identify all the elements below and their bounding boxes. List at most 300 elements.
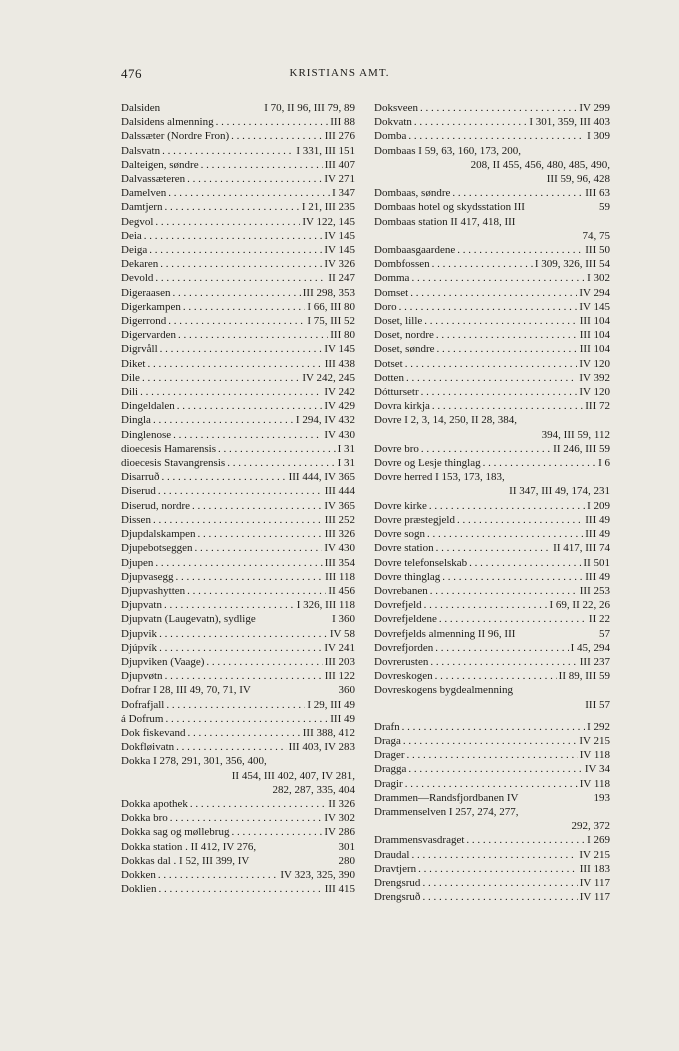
- index-entry: [121, 726, 355, 740]
- entry-reference: II 456: [328, 584, 355, 597]
- index-entry: [121, 868, 355, 882]
- entry-name: Dovreskogen: [374, 670, 433, 683]
- entry-name: Dovre og Lesje thinglag: [374, 457, 481, 470]
- entry-reference: III 88: [330, 116, 355, 129]
- entry-reference: I 326, III 118: [296, 599, 355, 612]
- index-entry: [374, 734, 610, 748]
- entry-reference: I 31: [337, 457, 355, 470]
- entry-reference: IV 429: [324, 400, 355, 413]
- index-entry: [121, 229, 355, 243]
- index-entry: [121, 129, 355, 143]
- entry-name: Dombfossen: [374, 258, 430, 271]
- entry-name: Dokvatn: [374, 116, 412, 129]
- index-entry: [374, 805, 610, 833]
- index-entry: [374, 748, 610, 762]
- entry-name: Damelven: [121, 187, 167, 200]
- entry-name: á Dofrum: [121, 712, 164, 725]
- entry-name: Digerkampen: [121, 300, 181, 313]
- entry-name: Deiga: [121, 244, 148, 257]
- entry-reference: IV 145: [324, 229, 355, 242]
- leader-dots: [160, 342, 323, 356]
- leader-dots: [183, 300, 305, 314]
- index-entry: [374, 101, 610, 115]
- leader-dots: [144, 229, 323, 243]
- index-entry: [121, 470, 355, 484]
- entry-reference: I 347: [332, 187, 355, 200]
- index-entry: [121, 698, 355, 712]
- index-entry: [374, 357, 610, 371]
- index-entry: [121, 101, 355, 115]
- entry-name: Dokfløivatn: [121, 741, 175, 754]
- index-entry: [121, 683, 355, 697]
- index-entry: [374, 399, 610, 413]
- leader-dots: [165, 712, 328, 726]
- entry-reference: II 326: [328, 797, 355, 810]
- leader-dots: [430, 655, 577, 669]
- index-entry: [374, 513, 610, 527]
- entry-continuation: II 454, III 402, 407, IV 281,: [231, 769, 355, 782]
- entry-reference: III 122: [324, 670, 355, 683]
- entry-reference: IV 323, 325, 390: [280, 868, 355, 881]
- entry-name: Djupvøtn: [121, 670, 163, 683]
- entry-name: Doset, nordre: [374, 329, 434, 342]
- entry-name: Dóttursetr: [374, 386, 419, 399]
- index-entry: [121, 570, 355, 584]
- entry-name: Dotten: [374, 371, 404, 384]
- leader-dots: [158, 868, 279, 882]
- leader-dots: [218, 442, 336, 456]
- leader-dots: [429, 499, 585, 513]
- leader-dots: [153, 413, 294, 427]
- entry-reference: III 252: [324, 513, 355, 526]
- entry-name: Drammensvasdraget: [374, 834, 465, 847]
- entry-name: Dovre telefonselskab: [374, 556, 468, 569]
- index-entry: [374, 243, 610, 257]
- entry-name: Dokka I 278, 291, 301, 356, 400,: [121, 755, 267, 768]
- entry-name: Dovrebanen: [374, 584, 428, 597]
- entry-name: Dovre thinglag: [374, 570, 441, 583]
- index-entry: [121, 300, 355, 314]
- entry-name: dioecesis Stavangrensis: [121, 457, 226, 470]
- entry-reference: IV 145: [324, 343, 355, 356]
- leader-dots: [432, 399, 583, 413]
- entry-name: Drafn: [374, 720, 400, 733]
- entry-name: Djupvasegg: [121, 570, 174, 583]
- entry-name: Dokka sag og møllebrug: [121, 826, 230, 839]
- entry-name: Djupvatn: [121, 599, 162, 612]
- leader-dots: [165, 200, 300, 214]
- entry-reference: III 63: [585, 187, 610, 200]
- leader-dots: [155, 215, 300, 229]
- leader-dots: [231, 825, 322, 839]
- index-entry: [374, 848, 610, 862]
- leader-dots: [140, 385, 322, 399]
- leader-dots: [164, 598, 295, 612]
- leader-dots: [408, 129, 585, 143]
- entry-reference: III 104: [579, 329, 610, 342]
- index-entry: [121, 712, 355, 726]
- entry-reference: IV 430: [324, 542, 355, 555]
- entry-reference: I 21, III 235: [301, 201, 355, 214]
- leader-dots: [457, 243, 583, 257]
- leader-dots: [158, 882, 322, 896]
- leader-dots: [231, 129, 323, 143]
- entry-name: Dissen: [121, 513, 151, 526]
- index-entry: [374, 342, 610, 356]
- leader-dots: [414, 115, 527, 129]
- index-entry: [121, 655, 355, 669]
- entry-name: Devold: [121, 272, 154, 285]
- entry-name: Dovrefjelds almenning II 96, III: [374, 627, 516, 640]
- entry-reference: IV 117: [579, 891, 610, 904]
- entry-name: Dokken: [121, 868, 156, 881]
- index-entry: [121, 186, 355, 200]
- index-column-left: [121, 101, 355, 896]
- index-entry: [374, 890, 610, 904]
- leader-dots: [410, 286, 577, 300]
- entry-name: Drengsrud: [374, 876, 421, 889]
- index-entry: [374, 570, 610, 584]
- entry-reference: III 444: [324, 485, 355, 498]
- entry-name: Dingeldalen: [121, 400, 175, 413]
- entry-reference: I 309, 326, III 54: [534, 258, 610, 271]
- index-entry: [121, 854, 355, 868]
- entry-name: Drager: [374, 749, 405, 762]
- entry-reference: II 417, III 74: [553, 542, 610, 555]
- entry-reference: IV 430: [324, 428, 355, 441]
- entry-name: Dofrar I 28, III 49, 70, 71, IV: [121, 684, 251, 697]
- entry-name: Digrvåll: [121, 343, 158, 356]
- index-entry: [374, 300, 610, 314]
- leader-dots: [194, 541, 322, 555]
- leader-dots: [469, 556, 581, 570]
- leader-dots: [166, 698, 305, 712]
- leader-dots: [177, 399, 323, 413]
- entry-name: Djupvashytten: [121, 584, 186, 597]
- index-entry: [374, 777, 610, 791]
- leader-dots: [216, 115, 329, 129]
- entry-reference: III 444, IV 365: [288, 471, 355, 484]
- leader-dots: [159, 627, 328, 641]
- index-entry: [121, 882, 355, 896]
- entry-continuation: 282, 287, 335, 404: [272, 783, 355, 796]
- entry-name: Dombaas station II 417, 418, III: [374, 215, 516, 228]
- entry-reference: IV 34: [584, 763, 610, 776]
- entry-name: Drammenselven I 257, 274, 277,: [374, 805, 519, 818]
- leader-dots: [192, 499, 322, 513]
- leader-dots: [206, 655, 322, 669]
- index-entry: [121, 840, 355, 854]
- entry-name: Dovre præstegjeld: [374, 513, 455, 526]
- entry-reference: II 22: [588, 613, 610, 626]
- entry-reference: I 29, III 49: [307, 698, 355, 711]
- entry-reference: 360: [338, 684, 355, 697]
- index-entry: [374, 527, 610, 541]
- entry-name: Dovre sogn: [374, 528, 426, 541]
- entry-continuation: II 347, III 49, 174, 231: [509, 485, 610, 498]
- index-entry: [374, 833, 610, 847]
- index-entry: [121, 442, 355, 456]
- entry-name: Drammen—Randsfjordbanen IV: [374, 791, 519, 804]
- entry-name: Domba: [374, 130, 407, 143]
- leader-dots: [168, 314, 305, 328]
- entry-name: Draudal: [374, 848, 410, 861]
- entry-reference: III 326: [324, 528, 355, 541]
- entry-name: Dovrerusten: [374, 655, 429, 668]
- index-entry: [374, 683, 610, 711]
- index-entry: [121, 271, 355, 285]
- index-entry: [374, 556, 610, 570]
- entry-reference: IV 215: [579, 734, 610, 747]
- entry-reference: I 75, III 52: [307, 315, 355, 328]
- entry-continuation: 208, II 455, 456, 480, 485, 490,: [470, 158, 610, 171]
- entry-name: Djúpvík: [121, 641, 158, 654]
- leader-dots: [424, 314, 577, 328]
- entry-name: Dalvassæteren: [121, 173, 186, 186]
- index-entry: [121, 215, 355, 229]
- index-entry: [121, 286, 355, 300]
- entry-reference: I 331, III 151: [296, 144, 355, 157]
- entry-continuation: III 57: [585, 698, 610, 711]
- entry-name: Domset: [374, 286, 409, 299]
- entry-reference: 280: [338, 854, 355, 867]
- entry-reference: I 31: [337, 442, 355, 455]
- entry-reference: IV 145: [324, 244, 355, 257]
- leader-dots: [418, 862, 578, 876]
- index-entry: [121, 513, 355, 527]
- entry-name: Dalteigen, søndre: [121, 158, 199, 171]
- page-number: 476: [121, 66, 142, 81]
- entry-reference: III 49: [330, 712, 355, 725]
- index-entry: [374, 371, 610, 385]
- entry-name: Dovra kirkja: [374, 400, 430, 413]
- leader-dots: [402, 720, 585, 734]
- leader-dots: [187, 584, 326, 598]
- index-entry: [121, 598, 355, 612]
- entry-name: Dragir: [374, 777, 403, 790]
- entry-reference: I 309: [587, 130, 610, 143]
- leader-dots: [187, 172, 322, 186]
- entry-name: Diserud: [121, 485, 156, 498]
- entry-reference: I 45, 294: [570, 641, 610, 654]
- leader-dots: [155, 271, 326, 285]
- entry-reference: III 253: [579, 584, 610, 597]
- index-column-right: [374, 101, 610, 904]
- entry-name: Dovrefjeldene: [374, 613, 437, 626]
- index-entry: [374, 200, 610, 214]
- leader-dots: [198, 527, 323, 541]
- entry-name: Djupvik: [121, 627, 158, 640]
- entry-reference: IV 118: [579, 749, 610, 762]
- entry-reference: IV 117: [579, 876, 610, 889]
- entry-reference: IV 58: [329, 627, 355, 640]
- entry-name: Djupen: [121, 556, 154, 569]
- entry-reference: I 269: [587, 834, 610, 847]
- entry-reference: III 72: [585, 400, 610, 413]
- entry-name: Disarruð: [121, 471, 160, 484]
- leader-dots: [427, 527, 583, 541]
- index-entry: [121, 399, 355, 413]
- index-entry: [374, 627, 610, 641]
- leader-dots: [442, 570, 583, 584]
- leader-dots: [436, 541, 552, 555]
- index-entry: [121, 385, 355, 399]
- leader-dots: [149, 243, 322, 257]
- index-entry: [121, 243, 355, 257]
- entry-reference: IV 326: [324, 258, 355, 271]
- index-entry: [121, 428, 355, 442]
- entry-name: Dombaas, søndre: [374, 187, 451, 200]
- index-entry: [374, 641, 610, 655]
- entry-name: Dovre kirke: [374, 499, 427, 512]
- leader-dots: [420, 101, 577, 115]
- index-entry: [121, 797, 355, 811]
- entry-reference: 59: [599, 201, 610, 214]
- entry-continuation: 394, III 59, 112: [541, 428, 610, 441]
- entry-reference: IV 271: [324, 173, 355, 186]
- entry-reference: II 89, III 59: [558, 670, 610, 683]
- index-entry: [121, 527, 355, 541]
- leader-dots: [435, 669, 557, 683]
- entry-name: Damtjern: [121, 201, 163, 214]
- spacer: [374, 712, 610, 720]
- index-entry: [121, 328, 355, 342]
- index-entry: [374, 286, 610, 300]
- index-entry: [121, 627, 355, 641]
- index-entry: [374, 328, 610, 342]
- index-entry: [121, 456, 355, 470]
- entry-name: Dovre station: [374, 542, 434, 555]
- entry-reference: III 49: [585, 513, 610, 526]
- entry-reference: III 80: [330, 329, 355, 342]
- running-title: KRISTIANS AMT.: [289, 67, 390, 79]
- entry-name: Dokka bro: [121, 812, 168, 825]
- entry-name: Dalsiden: [121, 102, 161, 114]
- entry-reference: 301: [338, 840, 355, 853]
- entry-reference: III 237: [579, 655, 610, 668]
- entry-reference: I 292: [587, 720, 610, 733]
- index-entry: [374, 584, 610, 598]
- leader-dots: [160, 257, 322, 271]
- index-entry: [121, 641, 355, 655]
- leader-dots: [430, 584, 578, 598]
- entry-name: Degvol: [121, 215, 154, 228]
- entry-reference: III 388, 412: [302, 726, 355, 739]
- leader-dots: [437, 342, 578, 356]
- entry-name: Dinglenose: [121, 428, 172, 441]
- index-entry: [374, 413, 610, 441]
- entry-name: Dofrafjall: [121, 698, 165, 711]
- leader-dots: [147, 357, 322, 371]
- entry-name: Doset, søndre: [374, 343, 435, 356]
- entry-reference: II 501: [583, 556, 610, 569]
- entry-reference: III 354: [324, 556, 355, 569]
- index-entry: [121, 825, 355, 839]
- leader-dots: [170, 811, 323, 825]
- leader-dots: [172, 286, 300, 300]
- leader-dots: [201, 158, 323, 172]
- leader-dots: [405, 357, 578, 371]
- entry-name: Doklien: [121, 883, 157, 896]
- entry-name: Dekaren: [121, 258, 159, 271]
- entry-reference: I 66, III 80: [307, 300, 355, 313]
- index-entry: [121, 158, 355, 172]
- index-entry: [374, 862, 610, 876]
- entry-name: Diserud, nordre: [121, 499, 191, 512]
- entry-name: Dalssæter (Nordre Fron): [121, 130, 230, 143]
- index-entry: [121, 144, 355, 158]
- entry-reference: IV 365: [324, 499, 355, 512]
- index-entry: [121, 499, 355, 513]
- index-entry: [374, 598, 610, 612]
- entry-reference: IV 242, 245: [302, 371, 355, 384]
- index-entry: [374, 541, 610, 555]
- entry-reference: III 49: [585, 570, 610, 583]
- index-entry: [374, 791, 610, 805]
- entry-reference: IV 299: [579, 102, 610, 114]
- index-entry: [121, 556, 355, 570]
- entry-name: Dovrefjorden: [374, 641, 434, 654]
- entry-name: Dombaas I 59, 63, 160, 173, 200,: [374, 144, 521, 157]
- entry-reference: I 360: [332, 613, 355, 626]
- index-entry: [121, 115, 355, 129]
- entry-name: Djupebotseggen: [121, 542, 193, 555]
- index-entry: [121, 484, 355, 498]
- entry-reference: IV 242: [324, 386, 355, 399]
- entry-name: Drengsruð: [374, 891, 421, 904]
- index-entry: [121, 740, 355, 754]
- entry-reference: III 298, 353: [302, 286, 355, 299]
- leader-dots: [176, 570, 324, 584]
- entry-name: Doksveen: [374, 102, 418, 114]
- entry-reference: I 69, II 22, 26: [549, 599, 610, 612]
- entry-reference: IV 122, 145: [302, 215, 355, 228]
- index-entry: [121, 371, 355, 385]
- leader-dots: [406, 371, 577, 385]
- entry-reference: IV 302: [324, 812, 355, 825]
- entry-continuation: 292, 372: [571, 820, 610, 833]
- index-entry: [121, 541, 355, 555]
- entry-reference: II 246, III 59: [553, 442, 610, 455]
- index-entry: [121, 669, 355, 683]
- leader-dots: [153, 513, 323, 527]
- index-entry: [121, 584, 355, 598]
- entry-reference: IV 241: [324, 641, 355, 654]
- index-entry: [121, 413, 355, 427]
- index-entry: [121, 172, 355, 186]
- entry-name: Djupdalskampen: [121, 528, 196, 541]
- entry-name: Dalsidens almenning: [121, 116, 214, 129]
- index-entry: [374, 442, 610, 456]
- index-entry: [374, 271, 610, 285]
- leader-dots: [142, 371, 300, 385]
- leader-dots: [176, 740, 286, 754]
- entry-name: Dombaasgaardene: [374, 244, 456, 257]
- entry-name: Dokka apothek: [121, 797, 188, 810]
- entry-continuation: 74, 75: [582, 229, 610, 242]
- entry-reference: IV 215: [579, 848, 610, 861]
- index-entry: [374, 115, 610, 129]
- entry-reference: I 294, IV 432: [295, 414, 355, 427]
- index-entry: [374, 385, 610, 399]
- index-entry: [121, 357, 355, 371]
- entry-reference: III 183: [579, 862, 610, 875]
- entry-reference: II 247: [328, 272, 355, 285]
- leader-dots: [399, 300, 578, 314]
- entry-reference: III 276: [324, 130, 355, 143]
- entry-reference: III 50: [585, 244, 610, 257]
- leader-dots: [165, 669, 323, 683]
